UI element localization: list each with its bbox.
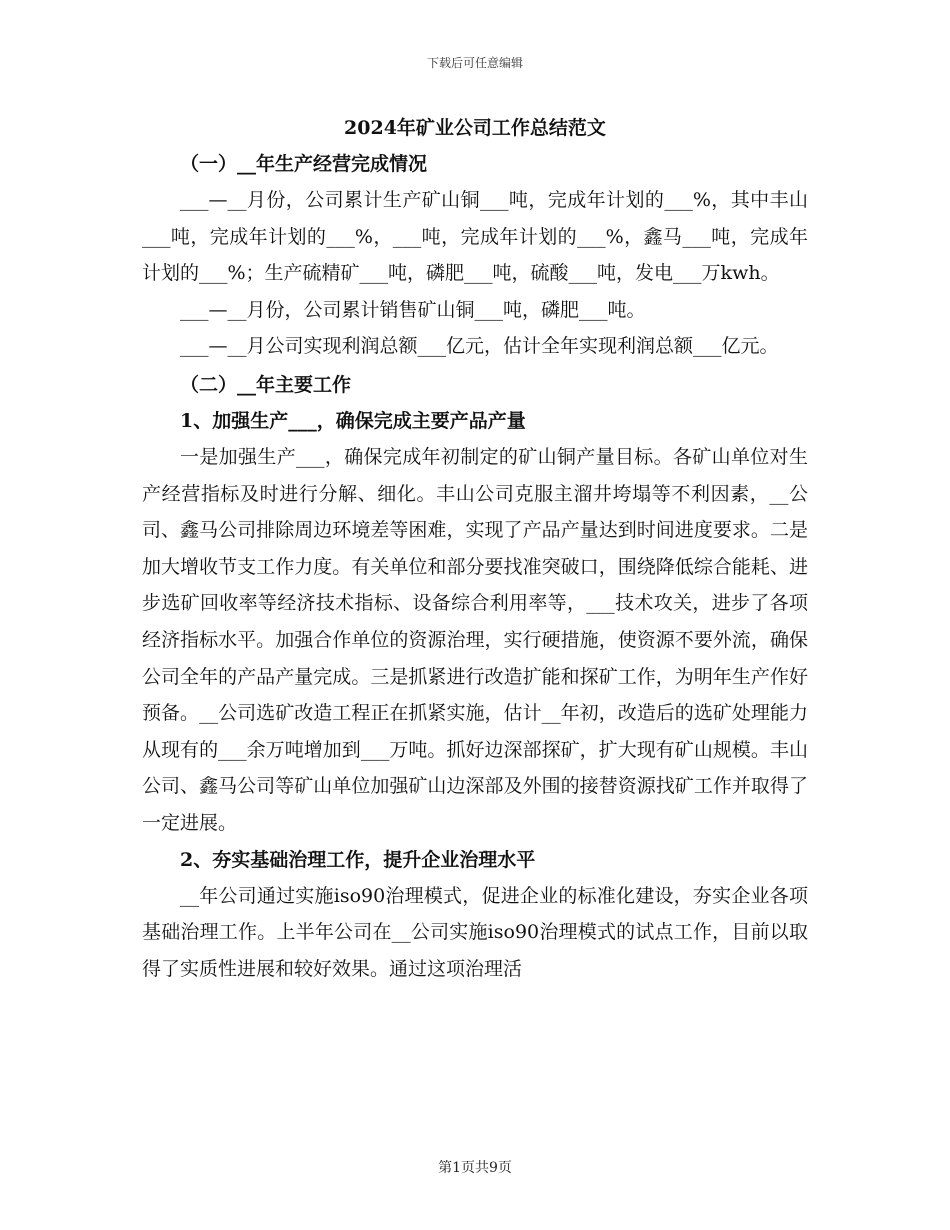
paragraph-profit: ___—__月公司实现利润总额___亿元，估计全年实现利润总额___亿元。 [180, 335, 779, 358]
paragraph-subsection-2: __年公司通过实施iso90治理模式，促进企业的标准化建设，夯实企业各项基础治理工作。上半年公司在__公司实施iso90治理模式的试点工作，目前以取得了实质性进展和较好效果。通过这项治理活 [142, 884, 808, 980]
paragraph-subsection-1: 一是加强生产___，确保完成年初制定的矿山铜产量目标。各矿山单位对生产经营指标及时进行分解、细化。丰山公司克服主溜井垮塌等不利因素，__公司、鑫马公司排除周边环境差等困难，实现了产品产量达到时间进度要求。二是加大增收节支工作力度。有关单位和部分要找准突破口，围绕降低综合能耗、进步选矿回收率等经济技术指标、设备综合利用率等，___技术攻关，进步了各项经济指标水平。加强合作单位的资源治理，实行硬措施，使资源不要外流，确保公司全年的产品产量完成。三是抓紧进行改造扩能和探矿工作，为明年生产作好预备。__公司选矿改造工程正在抓紧实施，估计__年初，改造后的选矿处理能力从现有的___余万吨增加到___万吨。抓好边深部探矿，扩大现有矿山规模。丰山公司、鑫马公司等矿山单位加强矿山边深部及外围的接替资源找矿工作并取得了一定进展。 [142, 445, 808, 834]
page-footer: 第1页共9页 [438, 1160, 512, 1176]
page-header: 下载后可任意编辑 [426, 56, 523, 70]
subsection-2-heading: 2、夯实基础治理工作，提升企业治理水平 [180, 848, 536, 871]
document-body [142, 110, 808, 987]
subsection-1-heading: 1、加强生产___，确保完成主要产品产量 [180, 409, 526, 432]
section-1-heading: （一）__年生产经营完成情况 [180, 153, 428, 175]
document-title: 2024年矿业公司工作总结范文 [344, 117, 606, 139]
paragraph-sales: ___—__月份，公司累计销售矿山铜___吨，磷肥___吨。 [180, 298, 646, 321]
paragraph-production: ___—__月份，公司累计生产矿山铜___吨，完成年计划的___%，其中丰山___吨，完成年计划的___%，___吨，完成年计划的___%，鑫马___吨，完成年计划的___%；生产硫精矿___吨，磷肥___吨，硫酸___吨，发电___万kwh。 [142, 189, 808, 285]
section-2-heading: （二）__年主要工作 [180, 373, 352, 396]
